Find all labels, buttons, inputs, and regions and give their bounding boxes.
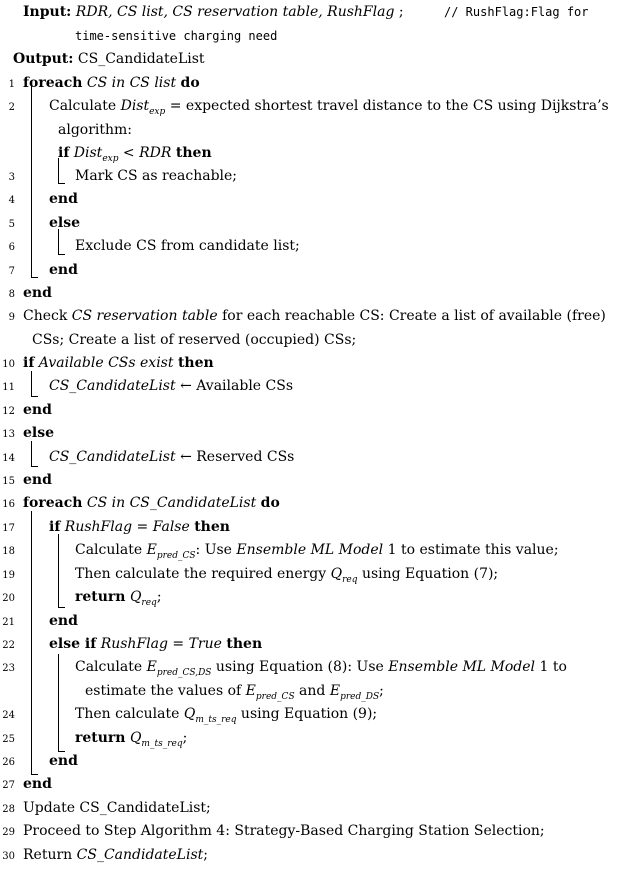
algorithm-line: [0, 611, 623, 635]
input-keyword: Input:: [23, 4, 72, 20]
then-keyword: then: [177, 355, 214, 371]
condition-text: Available CSs exist: [38, 355, 174, 371]
line-number: 22: [2, 640, 15, 651]
line-number: 18: [2, 546, 15, 557]
algorithm-line: [0, 657, 623, 681]
algorithm-line: [0, 845, 623, 869]
math-symbol: RDR: [139, 145, 172, 161]
end-keyword: end: [49, 613, 78, 629]
end-keyword: end: [23, 285, 52, 301]
algorithm-line: [0, 798, 623, 822]
algorithm-line: [0, 821, 623, 845]
line-text: ← Available CSs: [175, 378, 294, 394]
input-comment-continuation: time-sensitive charging need: [75, 29, 278, 43]
math-symbol: Q: [183, 706, 196, 722]
line-text: CSs; Create a list of reserved (occupied) CSs;: [32, 332, 357, 348]
line-number: 23: [2, 663, 15, 674]
line-text: using Equation (7);: [357, 566, 499, 582]
model-name: Ensemble ML Model: [388, 659, 536, 675]
math-subscript: pred_CS: [156, 550, 196, 561]
line-number: 25: [2, 734, 15, 745]
end-keyword: end: [49, 191, 78, 207]
line-number: 3: [8, 172, 15, 183]
math-subscript: pred_CS: [255, 691, 295, 702]
math-symbol: RushFlag: [100, 636, 168, 652]
algorithm-line: [0, 236, 623, 260]
line-number: 4: [8, 195, 15, 206]
math-symbol: E: [329, 683, 341, 699]
foreach-keyword: foreach: [23, 495, 83, 511]
line-number: 6: [8, 242, 15, 253]
else-keyword: else: [49, 215, 81, 231]
math-symbol: Dist: [73, 145, 103, 161]
line-text: estimate the values of: [85, 683, 246, 699]
algorithm-line: [0, 400, 623, 424]
line-text: using Equation (8): Use: [211, 659, 389, 675]
line-number: 5: [8, 219, 15, 230]
algorithm-line: [0, 283, 623, 307]
end-keyword: end: [23, 402, 52, 418]
line-text: Calculate: [49, 98, 121, 114]
line-number: 29: [2, 827, 15, 838]
if-keyword: if: [49, 519, 61, 535]
algorithm-line: [0, 587, 623, 611]
line-number: 8: [8, 289, 15, 300]
output-keyword: Output:: [13, 51, 74, 67]
algorithm-line: [0, 423, 623, 447]
math-subscript: exp: [102, 153, 119, 164]
end-keyword: end: [23, 472, 52, 488]
output-line: [0, 49, 623, 73]
input-separator: ;: [394, 4, 404, 20]
loop-expression: CS in CS_CandidateList: [86, 495, 257, 511]
line-text: algorithm:: [58, 122, 133, 138]
line-number: 12: [2, 406, 15, 417]
math-symbol: False: [152, 519, 190, 535]
line-text: = expected shortest travel distance to the CS using Dijkstra’s: [165, 98, 609, 114]
line-text: Proceed to Step Algorithm 4: Strategy-Based Charging Station Selection;: [23, 823, 545, 839]
math-subscript: pred_DS: [340, 691, 380, 702]
line-text: Update CS_CandidateList;: [23, 800, 211, 816]
math-symbol: E: [245, 683, 256, 699]
algorithm-line: [0, 634, 623, 658]
math-symbol: Q: [330, 566, 343, 582]
then-keyword: then: [226, 636, 263, 652]
end-keyword: end: [49, 753, 78, 769]
line-number: 17: [2, 523, 15, 534]
math-symbol: RushFlag: [64, 519, 133, 535]
math-symbol: Q: [129, 589, 142, 605]
if-keyword: if: [58, 145, 70, 161]
line-text: ;: [156, 589, 162, 605]
return-keyword: return: [75, 589, 126, 605]
end-keyword: end: [23, 776, 52, 792]
algorithm-line-continuation: [0, 681, 623, 705]
line-number: 11: [2, 382, 15, 393]
algorithm-line: [0, 470, 623, 494]
math-symbol: Dist: [120, 98, 150, 114]
math-subscript: req: [141, 597, 157, 608]
line-text: : Use: [195, 542, 237, 558]
line-text: Calculate: [75, 542, 147, 558]
math-subscript: exp: [149, 106, 166, 117]
algorithm-line: [0, 353, 623, 377]
math-symbol: Q: [129, 730, 142, 746]
line-number: 27: [2, 780, 15, 791]
algorithm-line: [0, 751, 623, 775]
algorithm-line: [0, 540, 623, 564]
line-text-italic: CS reservation table: [71, 308, 218, 324]
line-text: ← Reserved CSs: [175, 449, 295, 465]
output-value: CS_CandidateList: [77, 51, 205, 67]
algorithm-line: [0, 774, 623, 798]
algorithm-line: [0, 704, 623, 728]
if-keyword: if: [23, 355, 35, 371]
algorithm-line: [0, 213, 623, 237]
line-number: 7: [8, 266, 15, 277]
math-subscript: m_ts_req: [195, 714, 237, 725]
variable-name: CS_CandidateList: [49, 378, 176, 394]
algorithm-line-continuation: [0, 330, 623, 354]
line-text: Exclude CS from candidate list;: [75, 238, 300, 254]
input-params: RDR, CS list, CS reservation table, RushFlag: [75, 4, 395, 20]
line-text: Return: [23, 847, 77, 863]
algorithm-line-continuation: [0, 120, 623, 144]
algorithm-line: [0, 493, 623, 517]
line-text: 1 to: [535, 659, 567, 675]
line-number: 19: [2, 570, 15, 581]
line-text: ;: [182, 730, 188, 746]
algorithm-line: [0, 96, 623, 120]
algorithm-line: [0, 260, 623, 284]
line-number: 26: [2, 757, 15, 768]
algorithm-line: [0, 376, 623, 400]
line-number: 1: [8, 79, 15, 90]
algorithm-line: [0, 447, 623, 471]
line-text: Check: [23, 308, 72, 324]
line-number: 10: [2, 359, 15, 370]
foreach-keyword: foreach: [23, 75, 83, 91]
math-symbol: True: [188, 636, 222, 652]
line-text: and: [294, 683, 330, 699]
line-text: ;: [379, 683, 384, 699]
math-operator: =: [132, 519, 153, 535]
do-keyword: do: [180, 75, 200, 91]
line-text: for each reachable CS: Create a list of available (free): [217, 308, 606, 324]
else-keyword: else: [23, 425, 55, 441]
algorithm-line: [0, 189, 623, 213]
input-line: [0, 2, 623, 26]
line-text: Mark CS as reachable;: [75, 168, 238, 184]
algorithm-line: [0, 306, 623, 330]
line-number: 9: [8, 312, 15, 323]
algorithm-line: [0, 73, 623, 97]
do-keyword: do: [260, 495, 280, 511]
algorithm-line: [0, 728, 623, 752]
end-keyword: end: [49, 262, 78, 278]
math-operator: =: [167, 636, 189, 652]
input-comment-continuation-line: [0, 26, 623, 50]
algorithm-line: [0, 166, 623, 190]
line-number: 14: [2, 453, 15, 464]
math-symbol: E: [146, 659, 157, 675]
line-text: Calculate: [75, 659, 147, 675]
model-name: Ensemble ML Model: [236, 542, 384, 558]
then-keyword: then: [194, 519, 230, 535]
math-operator: <: [118, 145, 140, 161]
math-subscript: m_ts_req: [141, 738, 183, 749]
line-text: Then calculate: [75, 706, 184, 722]
line-number: 16: [2, 499, 15, 510]
math-subscript: req: [342, 574, 358, 585]
line-number: 24: [2, 710, 15, 721]
else-if-keyword: else if: [49, 636, 97, 652]
then-keyword: then: [175, 145, 212, 161]
line-number: 28: [2, 804, 15, 815]
return-keyword: return: [75, 730, 126, 746]
loop-expression: CS in CS list: [86, 75, 177, 91]
line-text: 1 to estimate this value;: [383, 542, 559, 558]
line-number: 13: [2, 429, 15, 440]
math-symbol: E: [146, 542, 157, 558]
input-comment: // RushFlag:Flag for: [444, 5, 589, 19]
math-subscript: pred_CS,DS: [156, 667, 212, 678]
algorithm-line: [0, 564, 623, 588]
line-number: 2: [8, 102, 15, 113]
line-text: using Equation (9);: [236, 706, 378, 722]
line-text: ;: [203, 847, 208, 863]
line-number: 30: [2, 851, 15, 862]
algorithm-line: [0, 143, 623, 167]
variable-name: CS_CandidateList: [76, 847, 204, 863]
algorithm-line: [0, 517, 623, 541]
line-number: 21: [2, 617, 15, 628]
line-number: 15: [2, 476, 15, 487]
line-text: Then calculate the required energy: [75, 566, 331, 582]
line-number: 20: [2, 593, 15, 604]
variable-name: CS_CandidateList: [49, 449, 176, 465]
